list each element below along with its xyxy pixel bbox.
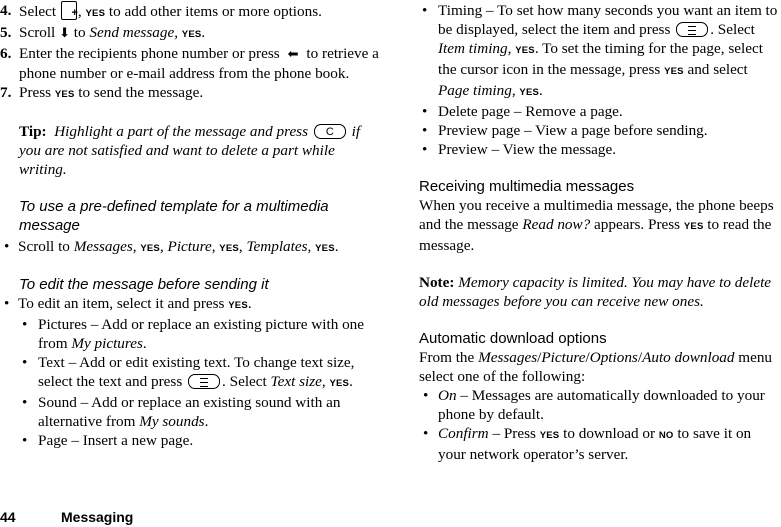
- sub-text: • Text – Add or edit existing text. To change text size, select the text and press . Select Text size, YES.: [22, 354, 355, 390]
- tip: Tip: Highlight a part of the message and press C if you are not satisfied and want to delete a part while writing.: [19, 123, 361, 178]
- option-confirm: • Confirm – Press YES to download or NO to save it on your network operator’s server.: [423, 425, 752, 463]
- item-timing: • Timing – To set how many seconds you want an item to be displayed, select the item and press . Select Item timing, YES. To set the timing for the page, select the cursor icon in the message, press YES and select Page timing, YES.: [422, 2, 778, 99]
- heading-receiving: Receiving multimedia messages: [419, 178, 635, 195]
- step-4: 4. Select + , YES to add other items or more options.: [0, 1, 385, 23]
- bullet-edit: • To edit an item, select it and press YES.: [4, 295, 252, 312]
- page-number: 44: [0, 509, 16, 525]
- menu-key-icon: [676, 22, 708, 37]
- step-6: 6. Enter the recipients phone number or press ⬅ to retrieve a phone number or e-mail address from the phone book.: [0, 45, 379, 82]
- new-item-icon: [61, 1, 77, 20]
- c-key-icon: C: [314, 124, 346, 139]
- left-column: [0, 0, 385, 450]
- menu-key-icon: [188, 374, 220, 389]
- item-preview: • Preview – View the message.: [422, 141, 617, 158]
- receiving-text: When you receive a multimedia message, the phone beeps and the message Read now? appears. Press YES to read the message.: [419, 197, 774, 254]
- item-preview-page: • Preview page – View a page before sending.: [422, 122, 708, 139]
- section-title: Messaging: [61, 509, 134, 525]
- scroll-down-icon: ⬇: [59, 26, 70, 41]
- option-on: • On – Messages are automatically downloaded to your phone by default.: [423, 387, 765, 423]
- sub-pictures: • Pictures – Add or replace an existing picture with one from My pictures.: [22, 316, 365, 352]
- auto-download-text: From the Messages/Picture/Options/Auto download menu select one of the following:: [419, 349, 773, 385]
- bullet-template: • Scroll to Messages, YES, Picture, YES, Templates, YES.: [4, 238, 339, 255]
- heading-edit: To edit the message before sending it: [19, 276, 269, 293]
- right-column: [419, 0, 779, 464]
- sub-page: • Page – Insert a new page.: [22, 432, 194, 449]
- note: Note: Memory capacity is limited. You may have to delete old messages before you can receive new ones.: [419, 274, 772, 310]
- step-7: 7. Press YES to send the message.: [0, 84, 204, 101]
- heading-template: To use a pre-defined template for a multimedia message: [19, 198, 329, 234]
- back-arrow-icon: ⬅: [283, 47, 303, 62]
- heading-auto-download: Automatic download options: [419, 330, 607, 347]
- item-delete-page: • Delete page – Remove a page.: [422, 103, 623, 120]
- sub-sound: • Sound – Add or replace an existing sound with an alternative from My sounds.: [22, 394, 341, 430]
- step-5: 5. Scroll ⬇ to Send message, YES.: [0, 24, 206, 41]
